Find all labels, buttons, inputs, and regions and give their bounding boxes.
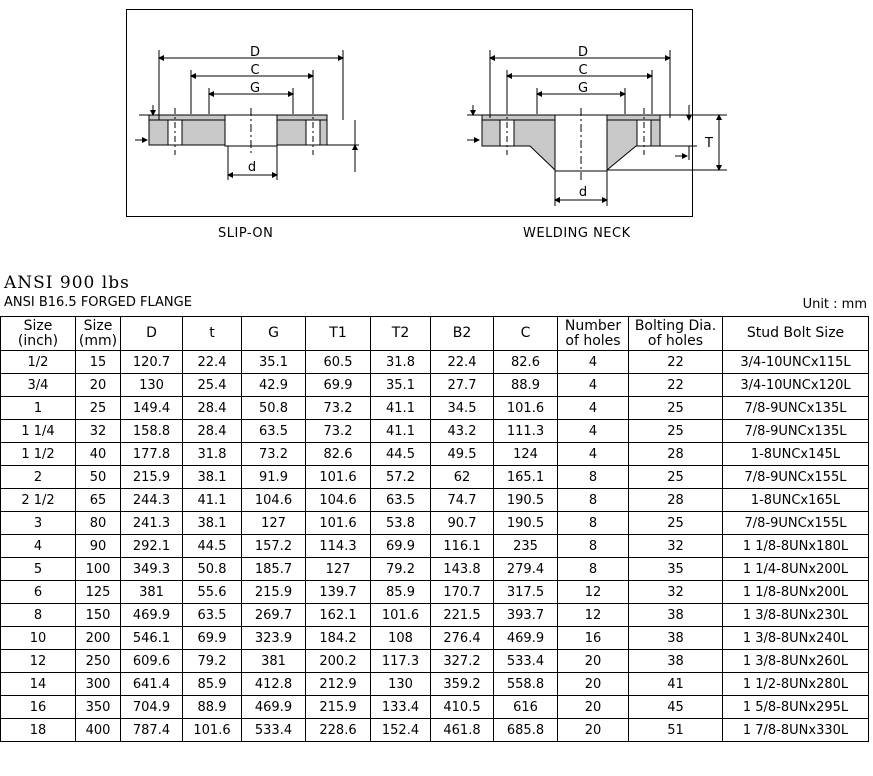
table-cell: 244.3 [121,489,183,512]
table-cell: 91.9 [242,466,306,489]
table-cell: 50 [76,466,121,489]
table-cell: 63.5 [371,489,431,512]
table-cell: 85.9 [183,673,242,696]
table-cell: 31.8 [371,351,431,374]
table-cell: 381 [242,650,306,673]
table-cell: 69.9 [306,374,371,397]
table-cell: 212.9 [306,673,371,696]
slip-on-label-D: D [249,45,261,60]
table-cell: 1 3/8-8UNx240L [723,627,869,650]
table-cell: 149.4 [121,397,183,420]
welding-neck-label-T: T [705,136,713,151]
column-header [121,317,183,351]
table-cell: 73.2 [306,420,371,443]
column-header-text: T1 [329,325,347,341]
table-row [1,466,869,489]
table-cell: 461.8 [431,719,494,742]
table-cell: 101.6 [183,719,242,742]
table-cell: 101.6 [371,604,431,627]
table-cell: 1-8UNCx145L [723,443,869,466]
table-cell: 124 [494,443,558,466]
table-header [1,317,869,351]
column-header-text: Bolting Dia. [634,317,717,334]
table-cell: 73.2 [242,443,306,466]
table-cell: 184.2 [306,627,371,650]
table-cell: 327.2 [431,650,494,673]
table-row [1,673,869,696]
table-cell: 2 1/2 [1,489,76,512]
table-cell: 25 [76,397,121,420]
table-cell: 101.6 [306,512,371,535]
table-row [1,374,869,397]
table-cell: 3/4 [1,374,76,397]
table-cell: 101.6 [306,466,371,489]
table-cell: 42.9 [242,374,306,397]
table-cell: 12 [558,581,629,604]
column-header-text: of holes [647,332,704,349]
column-header [431,317,494,351]
table-cell: 10 [1,627,76,650]
table-cell: 2 [1,466,76,489]
table-cell: 139.7 [306,581,371,604]
table-row [1,696,869,719]
table-cell: 4 [558,351,629,374]
table-cell: 79.2 [371,558,431,581]
column-header-text: t [209,325,215,341]
table-cell: 4 [558,443,629,466]
table-cell: 1 1/2-8UNx280L [723,673,869,696]
table-cell: 8 [558,535,629,558]
table-cell: 73.2 [306,397,371,420]
table-cell: 1 1/2 [1,443,76,466]
table-cell: 38 [629,604,723,627]
table-row [1,558,869,581]
table-row [1,512,869,535]
table-cell: 101.6 [494,397,558,420]
table-cell: 8 [1,604,76,627]
table-cell: 44.5 [371,443,431,466]
table-cell: 359.2 [431,673,494,696]
column-header [76,317,121,351]
table-cell: 8 [558,466,629,489]
table-cell: 25 [629,397,723,420]
slip-on-label-C: C [250,63,260,78]
table-cell: 215.9 [121,466,183,489]
table-cell: 8 [558,558,629,581]
table-cell: 279.4 [494,558,558,581]
table-cell: 22 [629,351,723,374]
table-cell: 323.9 [242,627,306,650]
welding-neck-drawing [467,50,727,206]
slip-on-caption: SLIP-ON [218,226,274,241]
table-cell: 116.1 [431,535,494,558]
table-row [1,650,869,673]
table-cell: 16 [1,696,76,719]
table-cell: 32 [629,535,723,558]
table-cell: 12 [1,650,76,673]
flange-drawings [127,10,713,218]
table-cell: 22 [629,374,723,397]
column-header [1,317,76,351]
welding-neck-label-D: D [577,45,589,60]
table-cell: 50.8 [183,558,242,581]
table-cell: 170.7 [431,581,494,604]
table-cell: 1 5/8-8UNx295L [723,696,869,719]
table-cell: 641.4 [121,673,183,696]
table-cell: 546.1 [121,627,183,650]
table-cell: 79.2 [183,650,242,673]
table-cell: 20 [558,673,629,696]
table-cell: 90 [76,535,121,558]
slip-on-label-G: G [249,81,261,96]
table-body [1,351,869,742]
table-cell: 57.2 [371,466,431,489]
column-header-text: G [268,325,279,341]
table-cell: 111.3 [494,420,558,443]
table-cell: 609.6 [121,650,183,673]
table-cell: 38.1 [183,466,242,489]
table-cell: 25 [629,466,723,489]
table-cell: 22.4 [431,351,494,374]
table-cell: 25.4 [183,374,242,397]
table-cell: 4 [558,397,629,420]
table-cell: 7/8-9UNCx155L [723,512,869,535]
table-cell: 38 [629,650,723,673]
table-cell: 1 1/4 [1,420,76,443]
table-cell: 469.9 [121,604,183,627]
table-cell: 1 1/8-8UNx180L [723,535,869,558]
table-cell: 685.8 [494,719,558,742]
column-header [629,317,723,351]
table-cell: 533.4 [242,719,306,742]
table-cell: 15 [76,351,121,374]
table-cell: 1 [1,397,76,420]
table-cell: 82.6 [306,443,371,466]
table-cell: 120.7 [121,351,183,374]
table-cell: 28.4 [183,420,242,443]
table-cell: 4 [1,535,76,558]
table-cell: 292.1 [121,535,183,558]
table-cell: 1-8UNCx165L [723,489,869,512]
table-cell: 3/4-10UNCx115L [723,351,869,374]
table-cell: 185.7 [242,558,306,581]
slip-on-label-d: d [247,160,257,175]
column-header [558,317,629,351]
table-cell: 221.5 [431,604,494,627]
table-cell: 108 [371,627,431,650]
column-header-text: of holes [565,332,621,349]
table-cell: 20 [76,374,121,397]
flange-drawing-frame [126,9,713,217]
table-row [1,489,869,512]
table-cell: 18 [1,719,76,742]
table-cell: 228.6 [306,719,371,742]
table-cell: 3/4-10UNCx120L [723,374,869,397]
table-cell: 12 [558,604,629,627]
column-header-text: Stud Bolt Size [746,325,845,341]
table-cell: 1/2 [1,351,76,374]
table-cell: 41.1 [371,397,431,420]
table-cell: 25 [629,420,723,443]
table-cell: 215.9 [306,696,371,719]
table-cell: 51 [629,719,723,742]
table-cell: 7/8-9UNCx155L [723,466,869,489]
table-cell: 300 [76,673,121,696]
table-cell: 41.1 [371,420,431,443]
table-cell: 127 [242,512,306,535]
table-cell: 53.8 [371,512,431,535]
table-cell: 616 [494,696,558,719]
table-cell: 35 [629,558,723,581]
table-cell: 704.9 [121,696,183,719]
table-cell: 165.1 [494,466,558,489]
table-cell: 20 [558,719,629,742]
column-header-text: T2 [391,325,410,341]
table-cell: 63.5 [242,420,306,443]
table-cell: 317.5 [494,581,558,604]
table-cell: 469.9 [242,696,306,719]
column-header [306,317,371,351]
table-cell: 7/8-9UNCx135L [723,420,869,443]
table-row [1,581,869,604]
column-header-text: B2 [452,325,472,341]
column-header [723,317,869,351]
table-cell: 63.5 [183,604,242,627]
table-cell: 3 [1,512,76,535]
table-row [1,420,869,443]
table-cell: 14 [1,673,76,696]
table-cell: 250 [76,650,121,673]
welding-neck-label-C: C [578,63,588,78]
table-cell: 74.7 [431,489,494,512]
table-cell: 787.4 [121,719,183,742]
table-cell: 177.8 [121,443,183,466]
table-cell: 1 1/8-8UNx200L [723,581,869,604]
table-row [1,397,869,420]
column-header [494,317,558,351]
table-cell: 410.5 [431,696,494,719]
column-header-text: D [146,325,157,341]
table-cell: 44.5 [183,535,242,558]
table-cell: 5 [1,558,76,581]
column-header [183,317,242,351]
table-cell: 100 [76,558,121,581]
table-cell: 558.8 [494,673,558,696]
table-cell: 49.5 [431,443,494,466]
table-cell: 127 [306,558,371,581]
table-cell: 381 [121,581,183,604]
table-cell: 45 [629,696,723,719]
page-subtitle: ANSI B16.5 FORGED FLANGE [4,295,192,310]
table-cell: 32 [629,581,723,604]
table-cell: 55.6 [183,581,242,604]
table-cell: 393.7 [494,604,558,627]
table-cell: 40 [76,443,121,466]
column-header-text: Number [564,317,622,334]
table-cell: 215.9 [242,581,306,604]
table-cell: 28.4 [183,397,242,420]
table-cell: 412.8 [242,673,306,696]
table-cell: 35.1 [242,351,306,374]
table-cell: 28 [629,489,723,512]
table-cell: 1 3/8-8UNx260L [723,650,869,673]
table-row [1,627,869,650]
table-cell: 43.2 [431,420,494,443]
table-cell: 276.4 [431,627,494,650]
table-cell: 143.8 [431,558,494,581]
table-row [1,443,869,466]
table-cell: 85.9 [371,581,431,604]
table-cell: 400 [76,719,121,742]
table-cell: 31.8 [183,443,242,466]
table-row [1,719,869,742]
table-cell: 6 [1,581,76,604]
table-cell: 90.7 [431,512,494,535]
table-cell: 235 [494,535,558,558]
table-cell: 69.9 [183,627,242,650]
table-cell: 22.4 [183,351,242,374]
table-cell: 114.3 [306,535,371,558]
column-header [371,317,431,351]
table-row [1,535,869,558]
table-cell: 16 [558,627,629,650]
table-cell: 125 [76,581,121,604]
table-cell: 38.1 [183,512,242,535]
table-cell: 533.4 [494,650,558,673]
table-cell: 117.3 [371,650,431,673]
table-cell: 41.1 [183,489,242,512]
column-header [242,317,306,351]
table-cell: 25 [629,512,723,535]
table-cell: 7/8-9UNCx135L [723,397,869,420]
table-cell: 349.3 [121,558,183,581]
table-cell: 469.9 [494,627,558,650]
column-header-text: Size [23,317,53,334]
table-cell: 1 7/8-8UNx330L [723,719,869,742]
table-cell: 82.6 [494,351,558,374]
table-cell: 133.4 [371,696,431,719]
column-header-text: (inch) [17,332,59,349]
table-cell: 200 [76,627,121,650]
table-cell: 200.2 [306,650,371,673]
table-cell: 130 [371,673,431,696]
table-cell: 158.8 [121,420,183,443]
table-row [1,351,869,374]
table-cell: 190.5 [494,512,558,535]
table-cell: 32 [76,420,121,443]
flange-dimensions-table [0,316,869,742]
table-cell: 130 [121,374,183,397]
table-cell: 88.9 [183,696,242,719]
table-cell: 60.5 [306,351,371,374]
column-header-text: C [520,325,531,341]
table-cell: 80 [76,512,121,535]
table-cell: 8 [558,512,629,535]
page-title: ANSI 900 lbs [4,273,130,293]
table-cell: 150 [76,604,121,627]
welding-neck-label-G: G [577,81,589,96]
column-header-text: Size [83,317,113,334]
table-cell: 28 [629,443,723,466]
welding-neck-label-d: d [578,185,588,200]
table-cell: 4 [558,420,629,443]
table-row [1,604,869,627]
table-cell: 34.5 [431,397,494,420]
table-cell: 69.9 [371,535,431,558]
table-cell: 50.8 [242,397,306,420]
table-cell: 241.3 [121,512,183,535]
column-header-text: (mm) [78,332,118,349]
table-cell: 104.6 [242,489,306,512]
table-cell: 1 1/4-8UNx200L [723,558,869,581]
table-cell: 104.6 [306,489,371,512]
table-cell: 27.7 [431,374,494,397]
table-cell: 157.2 [242,535,306,558]
table-cell: 20 [558,696,629,719]
table-cell: 162.1 [306,604,371,627]
table-cell: 35.1 [371,374,431,397]
unit-label: Unit : mm [802,297,867,312]
table-cell: 88.9 [494,374,558,397]
table-cell: 1 3/8-8UNx230L [723,604,869,627]
table-cell: 20 [558,650,629,673]
table-cell: 8 [558,489,629,512]
table-cell: 62 [431,466,494,489]
table-cell: 269.7 [242,604,306,627]
table-cell: 65 [76,489,121,512]
table-cell: 4 [558,374,629,397]
table-cell: 350 [76,696,121,719]
welding-neck-caption: WELDING NECK [523,226,631,241]
table-cell: 41 [629,673,723,696]
table-cell: 38 [629,627,723,650]
table-cell: 152.4 [371,719,431,742]
table-cell: 190.5 [494,489,558,512]
